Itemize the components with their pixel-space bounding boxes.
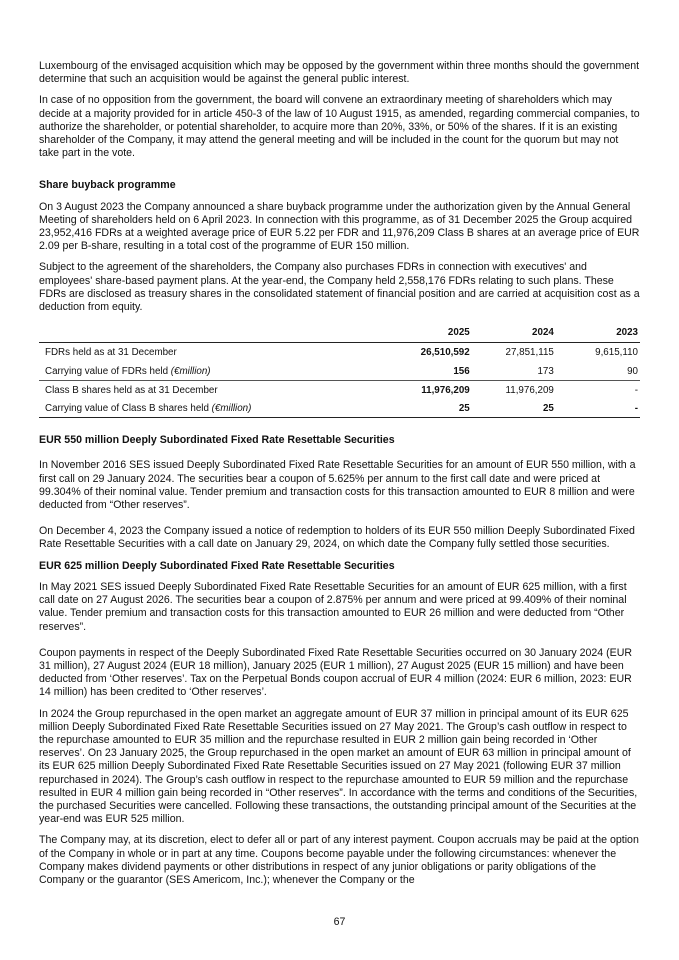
row-label: Class B shares held as at 31 December [45,384,218,396]
table-row [39,362,640,381]
cell-2023: - [634,403,638,415]
cell-2024: 11,976,209 [505,384,554,396]
row-label: Carrying value of FDRs held (€million) [45,365,211,377]
cell-2023: - [634,384,638,396]
unit-label: (€million) [211,403,252,415]
table-row [39,380,640,399]
eur625-paragraph-2: Coupon payments in respect of the Deeply Subordinated Fixed Rate Resettable Securities occurred on 30 January 2024 (EUR 31 million), 27 August 2024 (EUR 18 million), January 2025 (EUR 1 million), 27 August 2025 (EUR 15 million) and have been deducted from ‘Other reserves’. Tax on the Perpetual Bonds coupon accrual of EUR 4 million (2024: EUR 6 million, 2023: EUR 14 million) has been credited to ‘Other reserves’. [39,646,632,699]
table-row [39,399,640,418]
intro-paragraph-2: In case of no opposition from the government, the board will convene an extraordinary meeting of shareholders which may decide at a majority provided for in article 450-3 of the law of 10 August 1915, as amended, regarding commercial companies, to authorize the shareholder, or potential shareholder, to acquire more than 20%, 33%, or 50% of the shares. If it is an existing shareholder of the Company, it may attend the general meeting and will be included in the count for the quorum but may not take part in the vote. [39,94,640,160]
eur625-paragraph-3: In 2024 the Group repurchased in the open market an aggregate amount of EUR 37 million in principal amount of its EUR 625 million Deeply Subordinated Fixed Rate Resettable Securities issued on 27 May 2021. The Group’s cash outflow in respect to the repurchase amounted to EUR 35 million and the repurchase resulted in EUR 2 million gain being recorded in ‘Other reserves’. On 23 January 2025, the Group repurchased in the open market an amount of EUR 63 million in principal amount of its EUR 625 million Deeply Subordinated Fixed Rate Resettable Securities issued on 27 May 2021 (following EUR 37 million repurchased in 2024). The Group’s cash outflow in respect to the repurchase amounted to EUR 59 million and the repurchase resulted in EUR 4 million gain being recorded in “Other reserves”. In accordance with the terms and conditions of the Securities, the purchased Securities were cancelled. Following these transactions, the outstanding principal amount of the Securities at the year-end was EUR 525 million. [39,707,638,826]
unit-label: (€million) [170,365,211,377]
cell-2023: 9,615,110 [595,347,638,359]
row-label: FDRs held as at 31 December [45,347,177,359]
cell-2025: 11,976,209 [421,384,470,396]
eur625-paragraph-4: The Company may, at its discretion, elect to defer all or part of any interest payment. Coupon accruals may be paid at the option of the Company in whole or in part at any time. Coupons become payable under the following circumstances: whenever the Company makes dividend payments or other distributions in respect of any junior obligations or parity obligations of the Company or the guarantor (SES Americom, Inc.); whenever the Company or the [39,834,639,886]
row-label: Carrying value of Class B shares held (€million) [45,403,252,415]
eur550-paragraph-1: In November 2016 SES issued Deeply Subordinated Fixed Rate Resettable Securities for an amount of EUR 550 million, with a first call on 29 January 2024. The securities bear a coupon of 5.625% per annum to the first call date and were priced at 99.304% of their nominal value. Tender premium and transaction costs for this transaction amounted to EUR 8 million and were deducted from “Other reserves”. [39,459,636,512]
cell-2024: 27,851,115 [505,347,554,359]
table-row [39,343,640,362]
cell-2023: 90 [627,365,638,377]
cell-2024: 173 [537,365,554,377]
eur550-paragraph-2: On December 4, 2023 the Company issued a notice of redemption to holders of its EUR 550 million Deeply Subordinated Fixed Rate Resettable Securities with a call date on January 29, 2024, on which date the Company fully settled those securities. [39,525,635,551]
cell-2025: 25 [458,403,470,415]
page-number: 67 [333,916,346,928]
eur625-paragraph-1: In May 2021 SES issued Deeply Subordinated Fixed Rate Resettable Securities for an amount of EUR 625 million, with a first call date on 27 August 2026. The securities bear a coupon of 2.875% per annum and were priced at 99.409% of their nominal value. Tender premium and transaction costs for this transaction amounted to EUR 26 million and were deducted from “Other reserves”. [39,580,627,633]
eur550-heading: EUR 550 million Deeply Subordinated Fixed Rate Resettable Securities [39,434,395,447]
eur625-heading: EUR 625 million Deeply Subordinated Fixed Rate Resettable Securities [39,559,395,572]
col-header-2024: 2024 [532,327,554,339]
buyback-paragraph-1: On 3 August 2023 the Company announced a share buyback programme under the authorization given by the Annual General Meeting of shareholders held on 6 April 2023. In connection with this programme, as of 31 December 2025 the Group acquired 23,952,416 FDRs at a weighted average price of EUR 5.22 per FDR and 11,976,209 Class B shares at an average price of EUR 2.09 per B-share, resulting in a total cost of the programme of EUR 150 million. [39,200,640,253]
buyback-heading: Share buyback programme [39,179,176,192]
cell-2024: 25 [542,403,554,415]
cell-2025: 26,510,592 [420,347,470,359]
treasury-shares-table [39,322,640,418]
col-header-2023: 2023 [616,327,638,339]
document-page [39,60,640,895]
cell-2025: 156 [453,365,470,377]
buyback-paragraph-2: Subject to the agreement of the shareholders, the Company also purchases FDRs in connection with executives' and employees' share-based payment plans. At the year-end, the Company held 2,558,176 FDRs relating to such plans. These FDRs are disclosed as treasury shares in the consolidated statement of financial position and are carried at acquisition cost as a deduction from equity. [39,261,640,314]
intro-paragraph-1: Luxembourg of the envisaged acquisition which may be opposed by the government within three months should the government determine that such an acquisition would be against the general public interest. [39,60,640,86]
col-header-2025: 2025 [447,327,470,339]
